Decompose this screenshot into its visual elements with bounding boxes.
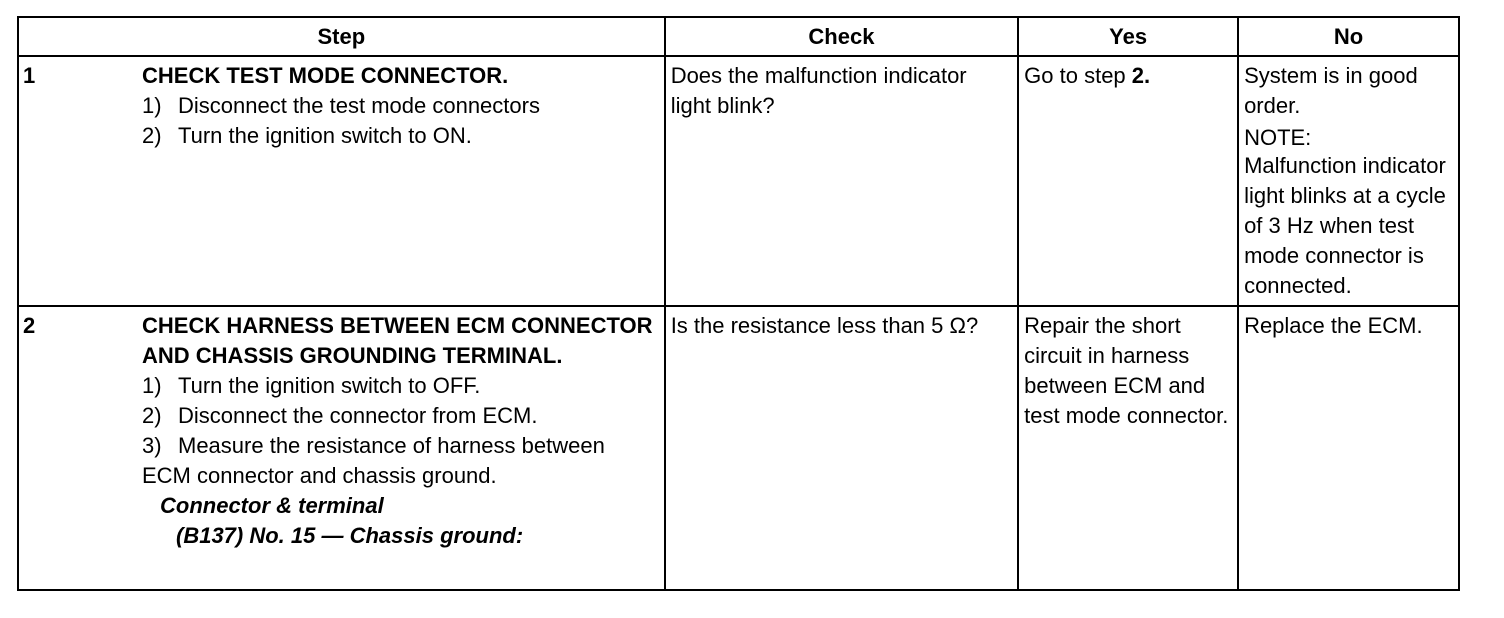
note-label: NOTE: xyxy=(1244,125,1312,150)
check-cell xyxy=(665,306,1018,590)
step-title: CHECK HARNESS BETWEEN ECM CONNECTOR AND CHASSIS GROUNDING TERMINAL. xyxy=(142,313,653,368)
yes-prefix: Go to step xyxy=(1024,63,1132,88)
header-check: Check xyxy=(665,17,1018,56)
header-no: No xyxy=(1238,17,1459,56)
substep-text: Disconnect the test mode connectors xyxy=(178,93,540,118)
spec-value: (B137) No. 15 — Chassis ground: xyxy=(176,523,524,548)
no-cell xyxy=(1238,56,1459,306)
substep xyxy=(142,121,660,151)
yes-text xyxy=(1019,57,1237,95)
no-text: System is in good order. xyxy=(1244,63,1418,118)
yes-cell xyxy=(1018,56,1238,306)
step-cell xyxy=(18,56,665,306)
substep xyxy=(142,91,660,121)
substep xyxy=(142,431,660,491)
substep-number: 3) xyxy=(142,433,162,458)
table-row xyxy=(18,56,1459,306)
step-body xyxy=(142,307,664,551)
yes-cell xyxy=(1018,306,1238,590)
no-cell xyxy=(1238,306,1459,590)
header-step: Step xyxy=(18,17,665,56)
substep-number: 2) xyxy=(142,123,162,148)
substep-number: 2) xyxy=(142,403,162,428)
table-row xyxy=(18,306,1459,590)
yes-step-ref: 2. xyxy=(1131,63,1151,88)
header-yes: Yes xyxy=(1018,17,1238,56)
substep xyxy=(142,401,660,431)
step-number: 1 xyxy=(23,63,36,88)
substep-text: Disconnect the connector from ECM. xyxy=(178,403,538,428)
table-header-row xyxy=(18,17,1459,56)
substep-number: 1) xyxy=(142,373,162,398)
substep xyxy=(142,371,660,401)
note-body: Malfunction indicator light blinks at a cycle of 3 Hz when test mode connector is connected. xyxy=(1244,153,1446,298)
spec-label: Connector & terminal xyxy=(160,493,384,518)
diagnostic-table xyxy=(17,16,1460,591)
substep-text: Turn the ignition switch to OFF. xyxy=(178,373,481,398)
substep-number: 1) xyxy=(142,93,162,118)
substep-text: Measure the resistance of harness between ECM connector and chassis ground. xyxy=(142,433,605,488)
step-body xyxy=(142,57,664,151)
yes-text: Repair the short circuit in harness between ECM and test mode connector. xyxy=(1024,313,1229,428)
no-content xyxy=(1239,57,1458,305)
step-title: CHECK TEST MODE CONNECTOR. xyxy=(142,63,509,88)
substep-text: Turn the ignition switch to ON. xyxy=(178,123,472,148)
step-number: 2 xyxy=(23,313,36,338)
step-cell xyxy=(18,306,665,590)
check-cell xyxy=(665,56,1018,306)
no-text: Replace the ECM. xyxy=(1244,313,1423,338)
check-text: Does the malfunction indicator light blink? xyxy=(670,63,967,118)
check-text: Is the resistance less than 5 Ω? xyxy=(670,313,979,338)
